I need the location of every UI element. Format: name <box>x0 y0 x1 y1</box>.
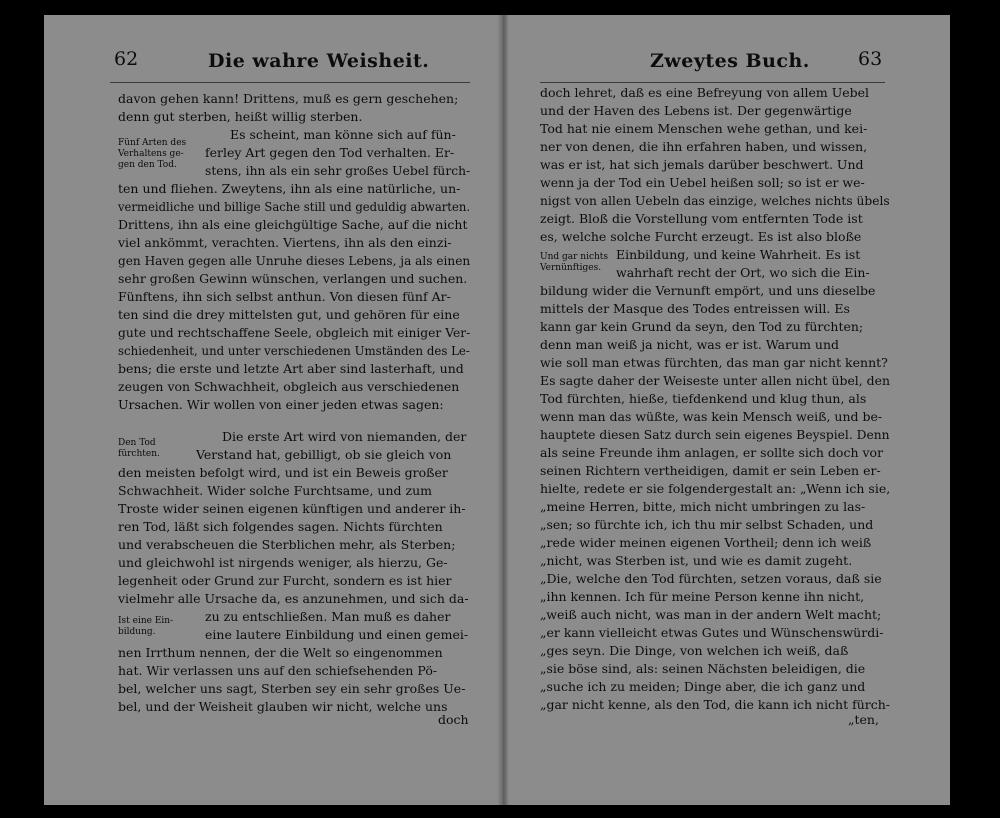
text-line: zeigt. Bloß die Vorstellung vom entfernten Tode ist <box>540 211 863 226</box>
margin-note: Fünf Arten des <box>118 138 187 148</box>
text-line: mittels der Masque des Todes entreissen will. Es <box>540 301 850 316</box>
text-line: denn man weiß ja nicht, was er ist. Warum und <box>540 337 840 352</box>
text-line: „ihn kennen. Ich für meine Person kenne ihn nicht, <box>540 589 865 604</box>
text-line: „Die, welche den Tod fürchten, setzen voraus, daß sie <box>540 571 882 586</box>
text-line: gen Haven gegen alle Unruhe dieses Lebens, ja als einen <box>118 253 471 268</box>
text-line: wenn man das wüßte, was kein Mensch weiß, und be- <box>540 409 883 424</box>
left-page-number: 62 <box>114 48 139 70</box>
text-line: denn gut sterben, heißt willig sterben. <box>118 109 363 124</box>
left-catchword: doch <box>438 712 469 727</box>
text-line: Troste wider seinen eigenen künftigen und anderer ih- <box>118 501 466 516</box>
text-line: „sie böse sind, als: seinen Nächsten beleidigen, die <box>540 661 866 676</box>
text-line: „er kann vielleicht etwas Gutes und Wünschenswürdi- <box>540 625 884 640</box>
text-line: vermeidliche und billige Sache still und geduldig abwarten. <box>118 199 471 214</box>
text-line: wahrhaft recht der Ort, wo sich die Ein- <box>616 265 870 280</box>
text-line: ten sind die drey mittelsten gut, und gehören für eine <box>118 307 460 322</box>
text-line: und gleichwohl ist nirgends weniger, als hierzu, Ge- <box>118 555 448 570</box>
text-line: ten und fliehen. Zweytens, ihn als eine natürliche, un- <box>118 181 461 196</box>
text-line: ferley Art gegen den Tod verhalten. Er- <box>205 145 455 160</box>
margin-note: fürchten. <box>118 449 160 459</box>
text-line: seinen Richtern vertheidigen, damit er sein Leben er- <box>540 463 881 478</box>
text-line: es, welche solche Furcht erzeugt. Es ist also bloße <box>540 229 862 244</box>
text-line: hat. Wir verlassen uns auf den schiefsehenden Pö- <box>118 663 438 678</box>
text-line: Die erste Art wird von niemanden, der <box>222 429 467 444</box>
text-line: Es sagte daher der Weiseste unter allen nicht übel, den <box>540 373 890 388</box>
text-line: davon gehen kann! Drittens, muß es gern geschehen; <box>118 91 459 106</box>
text-line: nen Irrthum nennen, der die Welt so eingenommen <box>118 645 443 660</box>
text-line: ner von denen, die ihn erfahren haben, und wissen, <box>540 139 868 154</box>
text-line: „sen; so fürchte ich, ich thu mir selbst Schaden, und <box>540 517 874 532</box>
text-line: zu zu entschließen. Man muß es daher <box>205 609 451 624</box>
text-line: legenheit oder Grund zur Furcht, sondern es ist hier <box>118 573 452 588</box>
text-line: als seine Freunde ihm anlagen, er sollte sich doch vor <box>540 445 884 460</box>
text-line: Es scheint, man könne sich auf fün- <box>230 127 456 142</box>
right-header-rule <box>540 82 885 83</box>
margin-note: Den Tod <box>118 438 156 448</box>
text-line: doch lehret, daß es eine Befreyung von allem Uebel <box>540 85 870 100</box>
text-line: Einbildung, und keine Wahrheit. Es ist <box>616 247 861 262</box>
text-line: und der Haven des Lebens ist. Der gegenwärtige <box>540 103 852 118</box>
text-line: Drittens, ihn als eine gleichgültige Sache, auf die nicht <box>118 217 468 232</box>
text-line: schiedenheit, und unter verschiedenen Umständen des Le- <box>118 343 470 358</box>
text-line: Tod fürchten, hieße, tiefdenkend und klug thun, als <box>540 391 867 406</box>
text-line: Schwachheit. Wider solche Furchtsame, und zum <box>118 483 432 498</box>
text-line: nigst von allen Uebeln das einzige, welches nichts übels <box>540 193 890 208</box>
text-line: „ges seyn. Die Dinge, von welchen ich weiß, daß <box>540 643 849 658</box>
text-line: „gar nicht kenne, als den Tod, die kann ich nicht fürch- <box>540 697 891 712</box>
text-line: wenn ja der Tod ein Uebel heißen soll; so ist er we- <box>540 175 865 190</box>
text-line: ren Tod, läßt sich folgendes sagen. Nichts fürchten <box>118 519 443 534</box>
text-line: den meisten befolgt wird, und ist ein Beweis großer <box>118 465 448 480</box>
text-line: Verstand hat, gebilligt, ob sie gleich von <box>196 447 452 462</box>
margin-note: gen den Tod. <box>118 160 177 170</box>
text-line: vielmehr alle Ursache da, es anzunehmen, und sich da- <box>118 591 469 606</box>
book-gutter <box>497 15 509 805</box>
text-line: viel ankömmt, verachten. Viertens, ihn als den einzi- <box>118 235 452 250</box>
text-line: Tod hat nie einem Menschen wehe gethan, und kei- <box>540 121 868 136</box>
text-line: bel, welcher uns sagt, Sterben sey ein sehr großes Ue- <box>118 681 466 696</box>
margin-note: Und gar nichts <box>540 252 609 262</box>
text-line: was er ist, hat sich jemals darüber beschwert. Und <box>540 157 864 172</box>
text-line: „suche ich zu meiden; Dinge aber, die ich ganz und <box>540 679 866 694</box>
right-catchword: „ten, <box>848 712 879 727</box>
text-line: kann gar kein Grund da seyn, den Tod zu fürchten; <box>540 319 864 334</box>
text-line: Ursachen. Wir wollen von einer jeden etwas sagen: <box>118 397 444 412</box>
text-line: Fünftens, ihn sich selbst anthun. Von diesen fünf Ar- <box>118 289 451 304</box>
text-line: bel, und der Weisheit glauben wir nicht, welche uns <box>118 699 448 714</box>
text-line: zeugen von Schwachheit, obgleich aus verschiedenen <box>118 379 460 394</box>
text-line: bens; die erste und letzte Art aber sind lasterhaft, und <box>118 361 464 376</box>
left-header-rule <box>110 82 470 83</box>
text-line: hielte, redete er sie folgendergestalt an: „Wenn ich sie, <box>540 481 891 496</box>
text-line: „weiß auch nicht, was man in der andern Welt macht; <box>540 607 882 622</box>
margin-note: Verhaltens ge- <box>118 149 184 159</box>
text-line: „nicht, was Sterben ist, und wie es damit zugeht. <box>540 553 853 568</box>
text-line: eine lautere Einbildung und einen gemei- <box>205 627 469 642</box>
margin-note: Ist eine Ein- <box>118 616 174 626</box>
text-line: und verabscheuen die Sterblichen mehr, als Sterben; <box>118 537 456 552</box>
right-running-head: Zweytes Buch. <box>650 50 810 72</box>
text-line: stens, ihn als ein sehr großes Uebel fürch- <box>205 163 471 178</box>
text-line: bildung wider die Vernunft empört, und uns dieselbe <box>540 283 876 298</box>
right-page-number: 63 <box>858 48 883 70</box>
text-line: „meine Herren, bitte, mich nicht umbringen zu las- <box>540 499 866 514</box>
left-running-head: Die wahre Weisheit. <box>208 50 430 72</box>
margin-note: Vernünftiges. <box>540 263 602 273</box>
text-line: wie soll man etwas fürchten, das man gar nicht kennt? <box>540 355 888 370</box>
margin-note: bildung. <box>118 627 156 637</box>
text-line: hauptete diesen Satz durch sein eigenes Beyspiel. Denn <box>540 427 890 442</box>
text-line: sehr großen Gewinn wünschen, verlangen und suchen. <box>118 271 468 286</box>
text-line: gute und rechtschaffene Seele, obgleich mit einiger Ver- <box>118 325 471 340</box>
text-line: „rede wider meinen eigenen Vortheil; denn ich weiß <box>540 535 872 550</box>
